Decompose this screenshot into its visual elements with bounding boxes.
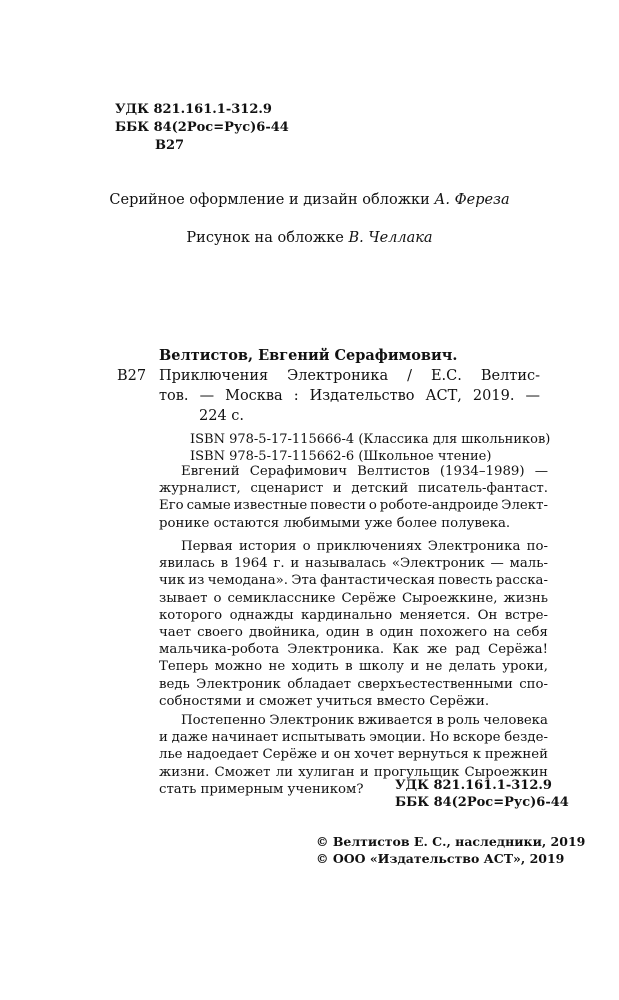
annotation-paragraph-2 [159,538,548,710]
author-mark: В27 [155,138,185,153]
author-heading: Велтистов, Евгений Серафимович. [159,347,458,364]
annotation-line: которого однажды кардинально меняется. Он встре- [159,607,548,623]
design-credit-name: А. Фереза [434,192,510,208]
isbn-line: ISBN 978-5-17-115666-4 (Классика для школьников) [190,432,551,447]
copyright-line: © Велтистов Е. С., наследники, 2019 [316,834,586,849]
udk-block-bottom [395,777,569,811]
annotation-line: явилась в 1964 г. и называлась «Электроник — маль- [159,556,548,572]
annotation-line: зывает о семикласснике Серёже Сыроежкине, жизнь [159,590,548,606]
annotation-line: Первая история о приключениях Электроника по- [181,539,548,554]
annotation-line: ведь Электроник обладает сверхъестественными спо- [159,676,548,692]
udk-code: УДК 821.161.1-312.9 [395,778,552,793]
bbk-code: ББК 84(2Рос=Рус)6-44 [115,120,289,135]
copyright-line: © ООО «Издательство АСТ», 2019 [316,851,565,866]
annotation-paragraph-1 [159,463,548,532]
annotation-line: жизни. Сможет ли хулиган и прогульщик Сыроежкин [159,764,548,780]
annotation-line: Его самые известные повести о роботе-андроиде Элект- [159,498,548,514]
cover-credit [0,228,619,248]
annotation-line: Постепенно Электроник вживается в роль человека [181,713,548,728]
udk-block-top [115,101,289,155]
annotation-line: лье надоедает Серёже и он хочет вернуться к прежней [159,747,548,763]
annotation-line: мальчика-робота Электроника. Как же рад Серёжа! [159,642,548,658]
annotation-line: ронике остаются любимыми уже более полувека. [159,515,511,531]
bib-title-line: Приключения Электроника / Е.С. Велтис- [159,368,540,384]
isbn-line: ISBN 978-5-17-115662-6 (Школьное чтение) [190,449,492,464]
bib-pages: 224 с. [199,408,245,424]
annotation-line: собностями и сможет учиться вместо Серёжи. [159,693,490,709]
design-credit-label: Серийное оформление и дизайн обложки [109,192,430,208]
annotation-line: стать примерным учеником? [159,781,364,797]
annotation-line: чает своего двойника, один в один похожего на себя [159,624,548,640]
annotation-line: чик из чемодана». Эта фантастическая повесть расска- [159,573,548,589]
annotation-line: журналист, сценарист и детский писатель-фантаст. [159,481,548,497]
cover-credit-name: В. Челлака [348,230,433,246]
bib-record [159,366,540,426]
bbk-code: ББК 84(2Рос=Рус)6-44 [395,795,569,810]
cover-credit-label: Рисунок на обложке [186,230,344,246]
annotation-line: Евгений Серафимович Велтистов (1934–1989) — [181,464,548,479]
design-credit [0,190,619,210]
isbn-block [190,431,550,465]
bib-author-mark: В27 [117,368,147,384]
annotation-line: и даже начинает испытывать эмоции. Но вскоре безде- [159,730,548,746]
annotation-line: Теперь можно не ходить в школу и не делать уроки, [159,659,548,675]
bib-imprint-line: тов. — Москва : Издательство АСТ, 2019. — [159,388,540,404]
copyright-block [316,833,585,867]
udk-code: УДК 821.161.1-312.9 [115,102,272,117]
